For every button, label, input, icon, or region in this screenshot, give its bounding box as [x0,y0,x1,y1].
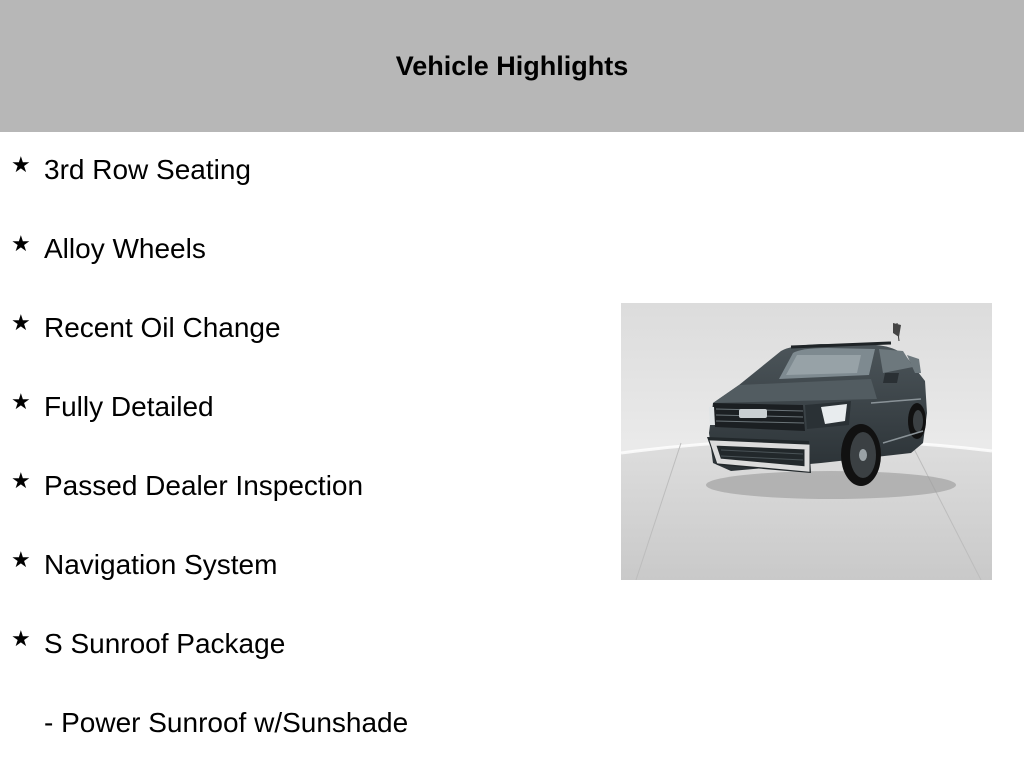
list-item [0,211,600,290]
list-item [0,527,600,606]
list-item [0,369,600,448]
list-item [0,290,600,369]
vehicle-photo-svg [621,303,992,580]
highlight-sub-label: - Power Sunroof w/Sunshade [44,707,409,738]
highlights-header [0,0,1024,132]
list-item [0,606,600,685]
highlight-label: 3rd Row Seating [44,154,252,185]
star-icon: ★ [11,231,31,256]
highlight-label: Navigation System [44,549,278,580]
star-icon: ★ [11,310,31,335]
highlight-label: Recent Oil Change [44,312,281,343]
highlight-label: Fully Detailed [44,391,214,422]
star-icon: ★ [11,547,31,572]
list-item [0,448,600,527]
star-icon: ★ [11,389,31,414]
star-icon: ★ [11,152,31,177]
star-icon: ★ [11,626,31,651]
star-icon: ★ [11,468,31,493]
highlight-label: Passed Dealer Inspection [44,470,364,501]
highlight-label: Alloy Wheels [44,233,206,264]
vehicle-photo [621,303,992,580]
list-item [0,685,600,764]
list-item [0,132,600,211]
page-title: Vehicle Highlights [395,50,629,81]
highlight-label: S Sunroof Package [44,628,286,659]
